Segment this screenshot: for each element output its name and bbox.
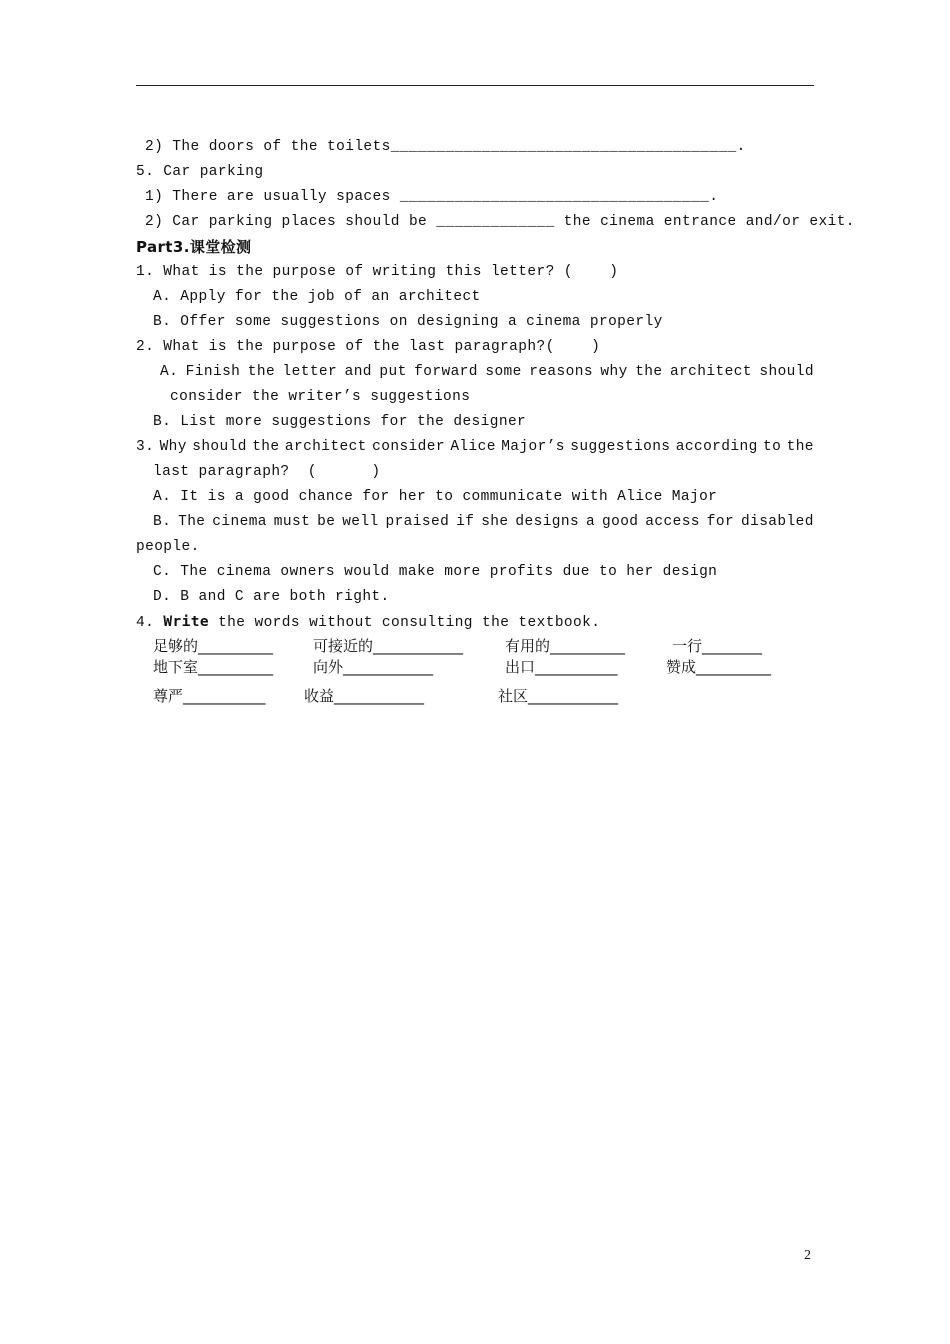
word: put <box>379 364 407 380</box>
word: according <box>675 439 758 455</box>
word: reasons <box>529 364 593 380</box>
question-4-bold-word: Write <box>163 614 209 630</box>
word: suggestions <box>570 439 671 455</box>
vocab-item: 有用的__________ <box>505 637 626 655</box>
text-line: 2) The doors of the toilets______________________________________. <box>145 139 746 155</box>
word: the <box>786 439 814 455</box>
word: Finish <box>185 364 241 380</box>
word: should <box>192 439 247 455</box>
word: consider <box>372 439 445 455</box>
option-2b: B. List more suggestions for the designer <box>153 414 527 430</box>
vocab-item: 可接近的____________ <box>313 637 464 655</box>
option-3c: C. The cinema owners would make more profits due to her design <box>153 564 718 580</box>
word: cinema <box>212 514 267 530</box>
option-3a: A. It is a good chance for her to communicate with Alice Major <box>153 489 718 505</box>
text-line: 1) There are usually spaces __________________________________. <box>145 189 719 205</box>
question-3-continued: last paragraph? ( ) <box>153 464 381 480</box>
option-3d: D. B and C are both right. <box>153 589 390 605</box>
question-2: 2. What is the purpose of the last paragraph?( ) <box>136 339 601 355</box>
word: forward <box>414 364 478 380</box>
word: the <box>252 439 280 455</box>
word: and <box>344 364 372 380</box>
word: the <box>635 364 663 380</box>
header-rule <box>136 85 814 86</box>
word: disabled <box>741 514 814 530</box>
word: some <box>485 364 522 380</box>
option-2a <box>160 362 814 382</box>
vocab-item: 一行________ <box>672 637 763 655</box>
question-1: 1. What is the purpose of writing this letter? ( ) <box>136 264 619 280</box>
question-4-text: the words without consulting the textbook. <box>208 615 601 631</box>
question-4-number: 4. <box>136 615 164 631</box>
word: the <box>247 364 276 380</box>
word: well <box>342 514 379 530</box>
section-heading: 5. Car parking <box>136 164 264 180</box>
option-3b-continued: people. <box>136 539 200 555</box>
word: if <box>456 514 475 530</box>
question-4 <box>136 612 600 633</box>
vocab-item: 收益____________ <box>304 687 425 705</box>
vocab-item: 向外____________ <box>313 658 434 676</box>
word: architect <box>284 439 367 455</box>
word: access <box>645 514 700 530</box>
word: architect <box>669 364 752 380</box>
word: A. <box>160 364 179 380</box>
word: designs <box>515 514 580 530</box>
word: letter <box>282 364 338 380</box>
word: she <box>481 514 509 530</box>
vocab-item: 赞成__________ <box>666 658 772 676</box>
word: Major’s <box>501 439 565 455</box>
vocab-item: 社区____________ <box>498 687 619 705</box>
word: Alice <box>450 439 496 455</box>
vocab-item: 地下室__________ <box>153 658 274 676</box>
word: B. <box>153 514 172 530</box>
vocab-item: 足够的__________ <box>153 637 274 655</box>
option-1a: A. Apply for the job of an architect <box>153 289 481 305</box>
word: to <box>763 439 782 455</box>
page-number: 2 <box>804 1248 811 1263</box>
vocab-item: 出口___________ <box>505 658 618 676</box>
word: The <box>178 514 206 530</box>
word: should <box>759 364 814 380</box>
word: Why <box>159 439 187 455</box>
word: why <box>600 364 628 380</box>
option-2a-continued: consider the writer’s suggestions <box>170 389 471 405</box>
word: good <box>602 514 639 530</box>
word: must <box>273 514 311 530</box>
part-heading: Part3.课堂检测 <box>136 238 252 256</box>
word: for <box>706 514 735 530</box>
word: be <box>317 514 336 530</box>
word: praised <box>385 514 450 530</box>
option-3b <box>153 512 814 532</box>
vocab-item: 尊严___________ <box>153 687 266 705</box>
text-line: 2) Car parking places should be _____________ the cinema entrance and/or exit. <box>145 214 855 230</box>
option-1b: B. Offer some suggestions on designing a cinema properly <box>153 314 663 330</box>
word: a <box>586 514 596 530</box>
word: 3. <box>136 439 155 455</box>
question-3 <box>136 437 814 457</box>
